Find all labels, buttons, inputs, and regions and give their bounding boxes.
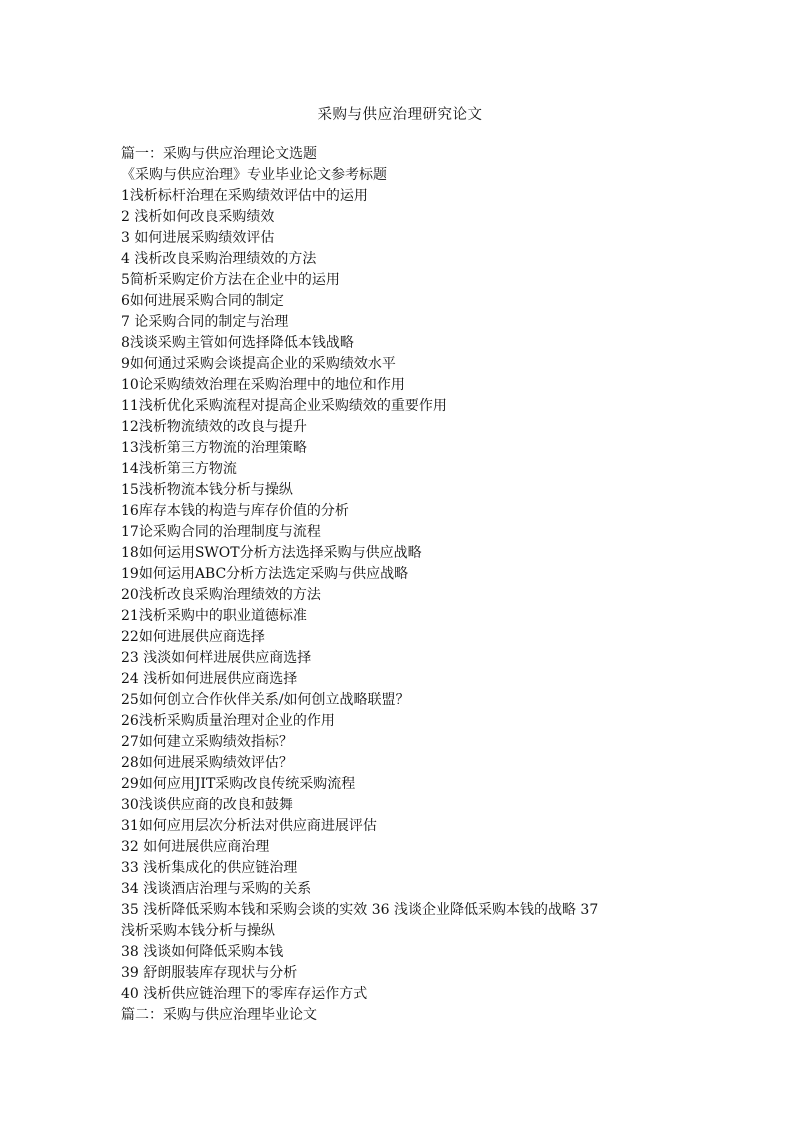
list-item: 17论采购合同的治理制度与流程 [121, 524, 321, 540]
list-item: 26浅析采购质量治理对企业的作用 [121, 713, 335, 729]
list-item: 6如何进展采购合同的制定 [121, 293, 284, 309]
list-item: 11浅析优化采购流程对提高企业采购绩效的重要作用 [121, 398, 447, 414]
list-item: 20浅析改良采购治理绩效的方法 [121, 587, 321, 603]
list-item: 29如何应用JIT采购改良传统采购流程 [121, 776, 356, 792]
list-item: 14浅析第三方物流 [121, 461, 237, 477]
list-item: 19如何运用ABC分析方法选定采购与供应战略 [121, 566, 409, 582]
list-item: 2 浅析如何改良采购绩效 [121, 209, 275, 225]
list-item: 35 浅析降低采购本钱和采购会谈的实效 36 浅谈企业降低采购本钱的战略 37 [121, 902, 599, 918]
list-item: 12浅析物流绩效的改良与提升 [121, 419, 307, 435]
section-heading-1: 篇一：采购与供应治理论文选题 [121, 146, 317, 162]
list-item: 9如何通过采购会谈提高企业的采购绩效水平 [121, 356, 396, 372]
list-item: 5简析采购定价方法在企业中的运用 [121, 272, 340, 288]
list-item: 18如何运用SWOT分析方法选择采购与供应战略 [121, 545, 422, 561]
document-body [121, 144, 681, 1026]
list-item: 22如何进展供应商选择 [121, 629, 265, 645]
list-item: 4 浅析改良采购治理绩效的方法 [121, 251, 317, 267]
list-item: 10论采购绩效治理在采购治理中的地位和作用 [121, 377, 405, 393]
list-item: 33 浅析集成化的供应链治理 [121, 860, 298, 876]
list-item: 13浅析第三方物流的治理策略 [121, 440, 307, 456]
list-item: 24 浅析如何进展供应商选择 [121, 671, 298, 687]
list-item: 32 如何进展供应商治理 [121, 839, 270, 855]
list-item: 16库存本钱的构造与库存价值的分析 [121, 503, 349, 519]
list-item: 15浅析物流本钱分析与操纵 [121, 482, 293, 498]
list-item: 25如何创立合作伙伴关系/如何创立战略联盟？ [121, 692, 410, 708]
list-item: 38 浅谈如何降低采购本钱 [121, 944, 284, 960]
list-item: 1浅析标杆治理在采购绩效评估中的运用 [121, 188, 368, 204]
list-item: 40 浅析供应链治理下的零库存运作方式 [121, 986, 368, 1002]
list-item: 31如何应用层次分析法对供应商进展评估 [121, 818, 377, 834]
list-item: 39 舒朗服装库存现状与分析 [121, 965, 298, 981]
list-item: 23 浅淡如何样进展供应商选择 [121, 650, 312, 666]
list-item: 8浅谈采购主管如何选择降低本钱战略 [121, 335, 354, 351]
list-item: 3 如何进展采购绩效评估 [121, 230, 275, 246]
list-item: 7 论采购合同的制定与治理 [121, 314, 289, 330]
document-title: 采购与供应治理研究论文 [317, 107, 483, 123]
section-heading-2: 篇二：采购与供应治理毕业论文 [121, 1007, 317, 1023]
list-item: 27如何建立采购绩效指标？ [121, 734, 293, 750]
list-item-continuation: 浅析采购本钱分析与操纵 [121, 923, 275, 939]
list-item: 21浅析采购中的职业道德标准 [121, 608, 307, 624]
subheading: 《采购与供应治理》专业毕业论文参考标题 [121, 167, 387, 183]
list-item: 28如何进展采购绩效评估？ [121, 755, 293, 771]
list-item: 30浅谈供应商的改良和鼓舞 [121, 797, 293, 813]
list-item: 34 浅谈酒店治理与采购的关系 [121, 881, 312, 897]
